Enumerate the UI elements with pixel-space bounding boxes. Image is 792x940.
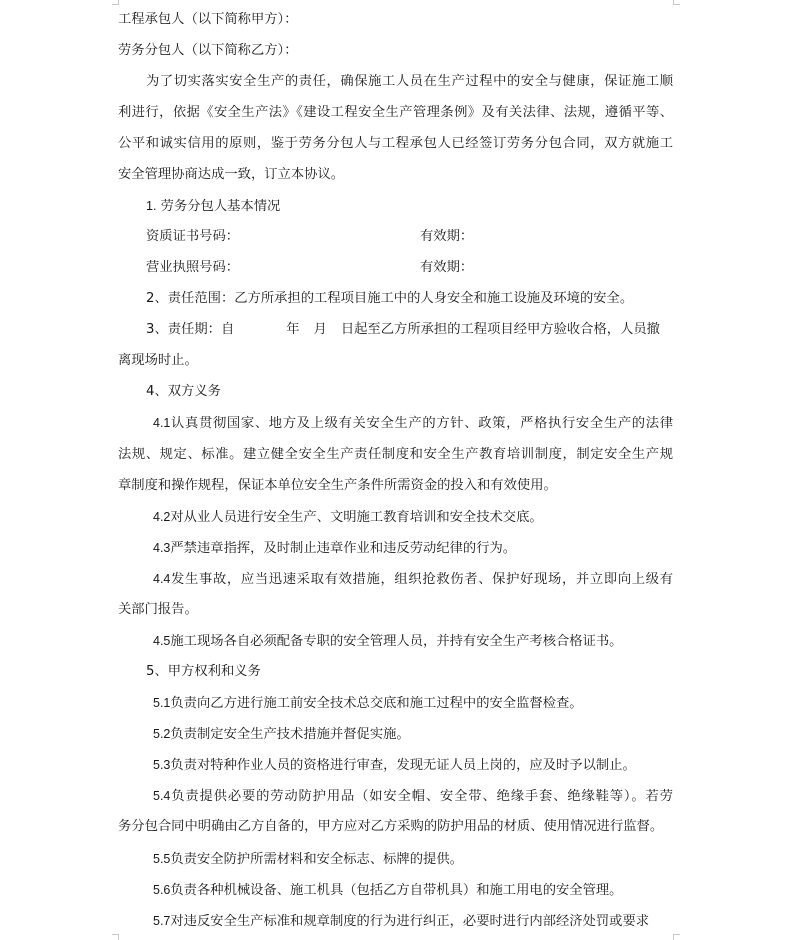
clause-number: 4.3 [153, 541, 171, 555]
crop-mark-bottom-right-h [674, 934, 680, 935]
clause-5-6 [153, 881, 673, 899]
section-1-heading [146, 197, 673, 215]
clause-4-1-line: 法规、规定、标准。建立健全安全生产责任制度和安全生产教育培训制度，制定安全生产规 [118, 447, 673, 462]
clause-5-5 [153, 850, 673, 868]
clause-4-1 [153, 414, 673, 432]
section-3 [146, 321, 673, 339]
clause-text: 对违反安全生产标准和规章制度的行为进行纠正，必要时进行内部经济处罚或要求 [170, 914, 650, 929]
clause-5-7 [153, 912, 673, 930]
clause-4-1-line: 章制度和操作规程，保证本单位安全生产条件所需资金的投入和有效使用。 [118, 478, 557, 493]
clause-number: 5.3 [153, 758, 171, 772]
clause-5-3 [153, 756, 673, 774]
section-3-year: 年 [286, 322, 300, 337]
cert-number-label: 资质证书号码： [146, 229, 240, 244]
section-1-title: 劳务分包人基本情况 [160, 199, 281, 214]
crop-mark-top-right-h [674, 4, 680, 5]
license-valid-label: 有效期： [420, 260, 474, 275]
section-3-month: 月 [313, 322, 327, 337]
clause-text: 负责制定安全生产技术措施并督促实施。 [170, 727, 410, 742]
section-5-title: 5、甲方权利和义务 [146, 664, 261, 679]
clause-number: 4.5 [153, 634, 171, 648]
crop-mark-bottom-left-v [118, 934, 119, 940]
crop-mark-bottom-left-h [112, 934, 118, 935]
clause-number: 5.7 [153, 914, 171, 928]
clause-5-4 [153, 787, 673, 805]
clause-text: 负责向乙方进行施工前安全技术总交底和施工过程中的安全监督检查。 [170, 696, 583, 711]
clause-text: 发生事故，应当迅速采取有效措施，组织抢救伤者、保护好现场，并立即向上级有 [170, 572, 673, 587]
clause-text: 施工现场各自必须配备专职的安全管理人员，并持有安全生产考核合格证书。 [170, 634, 623, 649]
intro-line: 为了切实落实安全生产的责任，确保施工人员在生产过程中的安全与健康，保证施工顺 [146, 74, 673, 89]
clause-5-1 [153, 694, 673, 712]
clause-number: 5.1 [153, 696, 171, 710]
clause-number: 4.2 [153, 510, 171, 524]
clause-text: 认真贯彻国家、地方及上级有关安全生产的方针、政策，严格执行安全生产的法律 [170, 416, 673, 431]
clause-5-2 [153, 725, 673, 743]
section-4-title: 4、双方义务 [146, 384, 221, 399]
clause-text: 严禁违章指挥，及时制止违章作业和违反劳动纪律的行为。 [170, 541, 517, 556]
clause-4-2 [153, 508, 673, 526]
clause-number: 4.4 [153, 572, 171, 586]
crop-mark-top-left-v [118, 0, 119, 5]
clause-text: 负责安全防护所需材料和安全标志、标牌的提供。 [170, 852, 463, 867]
clause-number: 5.6 [153, 883, 171, 897]
intro-line: 利进行，依据《安全生产法》《建设工程安全生产管理条例》及有关法律、法规，遵循平等、 [118, 105, 673, 120]
section-3-continued: 离现场时止。 [118, 353, 198, 368]
clause-text: 对从业人员进行安全生产、文明施工教育培训和安全技术交底。 [170, 510, 543, 525]
section-2: 2、责任范围：乙方所承担的工程项目施工中的人身安全和施工设施及环境的安全。 [146, 291, 634, 306]
clause-number: 5.2 [153, 727, 171, 741]
clause-5-4-line: 务分包合同中明确由乙方自备的，甲方应对乙方采购的防护用品的材质、使用情况进行监督。 [118, 819, 664, 834]
crop-mark-top-left-h [112, 4, 118, 5]
clause-4-5 [153, 632, 673, 650]
intro-line: 安全管理协商达成一致，订立本协议。 [118, 167, 345, 182]
section-3-start: 3、责任期：自 [146, 322, 235, 337]
section-1-number: 1. [146, 199, 157, 213]
clause-number: 5.5 [153, 852, 171, 866]
clause-text: 负责对特种作业人员的资格进行审查，发现无证人员上岗的，应及时予以制止。 [170, 758, 636, 773]
clause-text: 负责各种机械设备、施工机具（包括乙方自带机具）和施工用电的安全管理。 [170, 883, 623, 898]
clause-text: 负责提供必要的劳动防护用品（如安全帽、安全带、绝缘手套、绝缘鞋等）。若劳 [170, 789, 673, 804]
clause-4-3 [153, 539, 673, 557]
clause-4-4 [153, 570, 673, 588]
cert-valid-label: 有效期： [420, 229, 474, 244]
license-row [146, 259, 673, 277]
clause-number: 5.4 [153, 789, 171, 803]
intro-line: 公平和诚实信用的原则，鉴于劳务分包人与工程承包人已经签订劳务分包合同，双方就施工 [118, 136, 673, 151]
section-3-rest: 日起至乙方所承担的工程项目经甲方验收合格，人员撤 [340, 322, 660, 337]
clause-4-4-line: 关部门报告。 [118, 602, 198, 617]
cert-row [146, 228, 673, 246]
contractor-line: 工程承包人（以下简称甲方）： [118, 12, 298, 27]
subcontractor-line: 劳务分包人（以下简称乙方）： [118, 43, 298, 58]
clause-number: 4.1 [153, 416, 171, 430]
license-number-label: 营业执照号码： [146, 260, 240, 275]
